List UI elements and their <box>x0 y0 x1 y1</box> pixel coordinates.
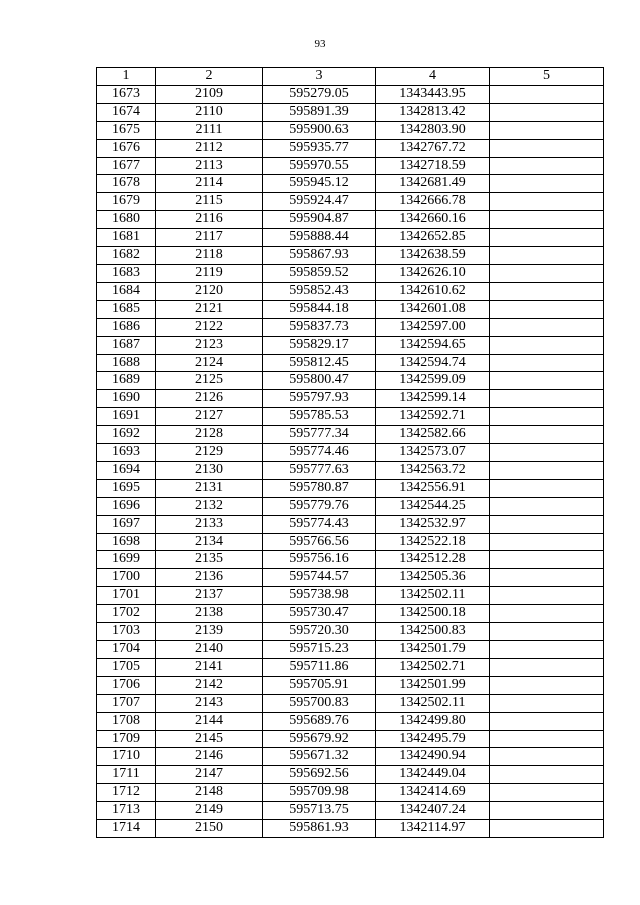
table-row <box>97 157 604 175</box>
table-row <box>97 497 604 515</box>
note-cell <box>490 712 604 730</box>
table-row <box>97 390 604 408</box>
table-row <box>97 551 604 569</box>
y-coordinate-cell: 1342594.74 <box>376 354 490 372</box>
table-row <box>97 623 604 641</box>
note-cell <box>490 641 604 659</box>
note-cell <box>490 157 604 175</box>
x-coordinate-cell: 595744.57 <box>263 569 376 587</box>
table-row <box>97 444 604 462</box>
y-coordinate-cell: 1342681.49 <box>376 175 490 193</box>
x-coordinate-cell: 595797.93 <box>263 390 376 408</box>
table-row <box>97 533 604 551</box>
y-coordinate-cell: 1342563.72 <box>376 461 490 479</box>
y-coordinate-cell: 1342803.90 <box>376 121 490 139</box>
point-number-cell: 2136 <box>156 569 263 587</box>
row-number-cell: 1712 <box>97 784 156 802</box>
point-number-cell: 2131 <box>156 479 263 497</box>
note-cell <box>490 766 604 784</box>
x-coordinate-cell: 595867.93 <box>263 247 376 265</box>
x-coordinate-cell: 595689.76 <box>263 712 376 730</box>
note-cell <box>490 605 604 623</box>
point-number-cell: 2140 <box>156 641 263 659</box>
note-cell <box>490 121 604 139</box>
point-number-cell: 2128 <box>156 426 263 444</box>
table-row <box>97 802 604 820</box>
y-coordinate-cell: 1342582.66 <box>376 426 490 444</box>
x-coordinate-cell: 595859.52 <box>263 264 376 282</box>
column-header-4: 4 <box>376 68 490 86</box>
x-coordinate-cell: 595852.43 <box>263 282 376 300</box>
x-coordinate-cell: 595779.76 <box>263 497 376 515</box>
y-coordinate-cell: 1342573.07 <box>376 444 490 462</box>
table-row <box>97 712 604 730</box>
row-number-cell: 1706 <box>97 676 156 694</box>
x-coordinate-cell: 595679.92 <box>263 730 376 748</box>
note-cell <box>490 623 604 641</box>
note-cell <box>490 784 604 802</box>
note-cell <box>490 211 604 229</box>
y-coordinate-cell: 1342490.94 <box>376 748 490 766</box>
note-cell <box>490 408 604 426</box>
x-coordinate-cell: 595774.43 <box>263 515 376 533</box>
x-coordinate-cell: 595700.83 <box>263 694 376 712</box>
point-number-cell: 2122 <box>156 318 263 336</box>
y-coordinate-cell: 1342501.99 <box>376 676 490 694</box>
table-row <box>97 193 604 211</box>
table-row <box>97 318 604 336</box>
row-number-cell: 1690 <box>97 390 156 408</box>
note-cell <box>490 354 604 372</box>
y-coordinate-cell: 1342499.80 <box>376 712 490 730</box>
row-number-cell: 1702 <box>97 605 156 623</box>
table-row <box>97 587 604 605</box>
row-number-cell: 1687 <box>97 336 156 354</box>
y-coordinate-cell: 1342449.04 <box>376 766 490 784</box>
y-coordinate-cell: 1342500.83 <box>376 623 490 641</box>
y-coordinate-cell: 1342505.36 <box>376 569 490 587</box>
y-coordinate-cell: 1342114.97 <box>376 820 490 838</box>
point-number-cell: 2118 <box>156 247 263 265</box>
x-coordinate-cell: 595715.23 <box>263 641 376 659</box>
y-coordinate-cell: 1342597.00 <box>376 318 490 336</box>
x-coordinate-cell: 595812.45 <box>263 354 376 372</box>
y-coordinate-cell: 1342813.42 <box>376 103 490 121</box>
point-number-cell: 2135 <box>156 551 263 569</box>
point-number-cell: 2137 <box>156 587 263 605</box>
page-number: 93 <box>314 38 326 50</box>
table-row <box>97 121 604 139</box>
row-number-cell: 1705 <box>97 658 156 676</box>
row-number-cell: 1684 <box>97 282 156 300</box>
x-coordinate-cell: 595279.05 <box>263 85 376 103</box>
y-coordinate-cell: 1342495.79 <box>376 730 490 748</box>
table-row <box>97 282 604 300</box>
note-cell <box>490 318 604 336</box>
x-coordinate-cell: 595837.73 <box>263 318 376 336</box>
x-coordinate-cell: 595738.98 <box>263 587 376 605</box>
row-number-cell: 1695 <box>97 479 156 497</box>
row-number-cell: 1709 <box>97 730 156 748</box>
point-number-cell: 2143 <box>156 694 263 712</box>
y-coordinate-cell: 1342594.65 <box>376 336 490 354</box>
x-coordinate-cell: 595945.12 <box>263 175 376 193</box>
y-coordinate-cell: 1342626.10 <box>376 264 490 282</box>
row-number-cell: 1686 <box>97 318 156 336</box>
table-row <box>97 85 604 103</box>
note-cell <box>490 390 604 408</box>
x-coordinate-cell: 595924.47 <box>263 193 376 211</box>
coordinates-table <box>96 67 604 838</box>
y-coordinate-cell: 1342718.59 <box>376 157 490 175</box>
row-number-cell: 1698 <box>97 533 156 551</box>
row-number-cell: 1683 <box>97 264 156 282</box>
table-row <box>97 336 604 354</box>
point-number-cell: 2130 <box>156 461 263 479</box>
row-number-cell: 1679 <box>97 193 156 211</box>
point-number-cell: 2132 <box>156 497 263 515</box>
x-coordinate-cell: 595756.16 <box>263 551 376 569</box>
row-number-cell: 1677 <box>97 157 156 175</box>
table-row <box>97 103 604 121</box>
row-number-cell: 1710 <box>97 748 156 766</box>
y-coordinate-cell: 1342638.59 <box>376 247 490 265</box>
x-coordinate-cell: 595785.53 <box>263 408 376 426</box>
y-coordinate-cell: 1342767.72 <box>376 139 490 157</box>
note-cell <box>490 461 604 479</box>
point-number-cell: 2145 <box>156 730 263 748</box>
x-coordinate-cell: 595904.87 <box>263 211 376 229</box>
note-cell <box>490 139 604 157</box>
row-number-cell: 1703 <box>97 623 156 641</box>
point-number-cell: 2113 <box>156 157 263 175</box>
note-cell <box>490 264 604 282</box>
row-number-cell: 1688 <box>97 354 156 372</box>
point-number-cell: 2129 <box>156 444 263 462</box>
note-cell <box>490 300 604 318</box>
note-cell <box>490 103 604 121</box>
x-coordinate-cell: 595891.39 <box>263 103 376 121</box>
column-header-3: 3 <box>263 68 376 86</box>
row-number-cell: 1694 <box>97 461 156 479</box>
y-coordinate-cell: 1342601.08 <box>376 300 490 318</box>
y-coordinate-cell: 1342592.71 <box>376 408 490 426</box>
row-number-cell: 1689 <box>97 372 156 390</box>
x-coordinate-cell: 595888.44 <box>263 229 376 247</box>
point-number-cell: 2125 <box>156 372 263 390</box>
table-row <box>97 211 604 229</box>
y-coordinate-cell: 1342532.97 <box>376 515 490 533</box>
column-header-1: 1 <box>97 68 156 86</box>
table-row <box>97 748 604 766</box>
y-coordinate-cell: 1342501.79 <box>376 641 490 659</box>
point-number-cell: 2111 <box>156 121 263 139</box>
table-row <box>97 139 604 157</box>
point-number-cell: 2147 <box>156 766 263 784</box>
point-number-cell: 2124 <box>156 354 263 372</box>
x-coordinate-cell: 595844.18 <box>263 300 376 318</box>
point-number-cell: 2149 <box>156 802 263 820</box>
row-number-cell: 1692 <box>97 426 156 444</box>
point-number-cell: 2139 <box>156 623 263 641</box>
row-number-cell: 1714 <box>97 820 156 838</box>
y-coordinate-cell: 1342599.14 <box>376 390 490 408</box>
point-number-cell: 2116 <box>156 211 263 229</box>
column-header-5: 5 <box>490 68 604 86</box>
point-number-cell: 2127 <box>156 408 263 426</box>
row-number-cell: 1675 <box>97 121 156 139</box>
row-number-cell: 1693 <box>97 444 156 462</box>
point-number-cell: 2141 <box>156 658 263 676</box>
table-row <box>97 300 604 318</box>
y-coordinate-cell: 1342666.78 <box>376 193 490 211</box>
note-cell <box>490 802 604 820</box>
point-number-cell: 2146 <box>156 748 263 766</box>
row-number-cell: 1674 <box>97 103 156 121</box>
y-coordinate-cell: 1342556.91 <box>376 479 490 497</box>
note-cell <box>490 282 604 300</box>
row-number-cell: 1708 <box>97 712 156 730</box>
x-coordinate-cell: 595705.91 <box>263 676 376 694</box>
table-row <box>97 175 604 193</box>
note-cell <box>490 497 604 515</box>
point-number-cell: 2138 <box>156 605 263 623</box>
point-number-cell: 2114 <box>156 175 263 193</box>
note-cell <box>490 533 604 551</box>
row-number-cell: 1713 <box>97 802 156 820</box>
table-row <box>97 264 604 282</box>
point-number-cell: 2121 <box>156 300 263 318</box>
row-number-cell: 1680 <box>97 211 156 229</box>
x-coordinate-cell: 595766.56 <box>263 533 376 551</box>
point-number-cell: 2115 <box>156 193 263 211</box>
table-row <box>97 658 604 676</box>
point-number-cell: 2150 <box>156 820 263 838</box>
x-coordinate-cell: 595711.86 <box>263 658 376 676</box>
table-row <box>97 694 604 712</box>
table-row <box>97 676 604 694</box>
table-row <box>97 641 604 659</box>
note-cell <box>490 479 604 497</box>
note-cell <box>490 85 604 103</box>
note-cell <box>490 193 604 211</box>
row-number-cell: 1685 <box>97 300 156 318</box>
table-row <box>97 515 604 533</box>
y-coordinate-cell: 1342407.24 <box>376 802 490 820</box>
table-row <box>97 247 604 265</box>
x-coordinate-cell: 595709.98 <box>263 784 376 802</box>
note-cell <box>490 175 604 193</box>
point-number-cell: 2126 <box>156 390 263 408</box>
row-number-cell: 1697 <box>97 515 156 533</box>
table-row <box>97 426 604 444</box>
x-coordinate-cell: 595829.17 <box>263 336 376 354</box>
note-cell <box>490 820 604 838</box>
y-coordinate-cell: 1342502.71 <box>376 658 490 676</box>
note-cell <box>490 426 604 444</box>
table-row <box>97 229 604 247</box>
point-number-cell: 2142 <box>156 676 263 694</box>
x-coordinate-cell: 595970.55 <box>263 157 376 175</box>
x-coordinate-cell: 595730.47 <box>263 605 376 623</box>
y-coordinate-cell: 1343443.95 <box>376 85 490 103</box>
note-cell <box>490 658 604 676</box>
x-coordinate-cell: 595692.56 <box>263 766 376 784</box>
table-row <box>97 766 604 784</box>
row-number-cell: 1682 <box>97 247 156 265</box>
x-coordinate-cell: 595774.46 <box>263 444 376 462</box>
table-row <box>97 461 604 479</box>
row-number-cell: 1681 <box>97 229 156 247</box>
point-number-cell: 2109 <box>156 85 263 103</box>
point-number-cell: 2123 <box>156 336 263 354</box>
row-number-cell: 1707 <box>97 694 156 712</box>
x-coordinate-cell: 595713.75 <box>263 802 376 820</box>
table-row <box>97 408 604 426</box>
note-cell <box>490 247 604 265</box>
table-body <box>97 85 604 837</box>
x-coordinate-cell: 595935.77 <box>263 139 376 157</box>
row-number-cell: 1704 <box>97 641 156 659</box>
note-cell <box>490 336 604 354</box>
table-row <box>97 820 604 838</box>
x-coordinate-cell: 595900.63 <box>263 121 376 139</box>
row-number-cell: 1711 <box>97 766 156 784</box>
row-number-cell: 1676 <box>97 139 156 157</box>
point-number-cell: 2134 <box>156 533 263 551</box>
point-number-cell: 2120 <box>156 282 263 300</box>
point-number-cell: 2133 <box>156 515 263 533</box>
row-number-cell: 1678 <box>97 175 156 193</box>
y-coordinate-cell: 1342610.62 <box>376 282 490 300</box>
table-row <box>97 605 604 623</box>
table-row <box>97 569 604 587</box>
table-row <box>97 730 604 748</box>
y-coordinate-cell: 1342512.28 <box>376 551 490 569</box>
row-number-cell: 1673 <box>97 85 156 103</box>
y-coordinate-cell: 1342599.09 <box>376 372 490 390</box>
table-row <box>97 372 604 390</box>
y-coordinate-cell: 1342544.25 <box>376 497 490 515</box>
table-row <box>97 479 604 497</box>
point-number-cell: 2117 <box>156 229 263 247</box>
y-coordinate-cell: 1342502.11 <box>376 587 490 605</box>
row-number-cell: 1701 <box>97 587 156 605</box>
y-coordinate-cell: 1342502.11 <box>376 694 490 712</box>
y-coordinate-cell: 1342652.85 <box>376 229 490 247</box>
x-coordinate-cell: 595671.32 <box>263 748 376 766</box>
table-row <box>97 354 604 372</box>
note-cell <box>490 229 604 247</box>
note-cell <box>490 694 604 712</box>
x-coordinate-cell: 595780.87 <box>263 479 376 497</box>
note-cell <box>490 515 604 533</box>
x-coordinate-cell: 595720.30 <box>263 623 376 641</box>
note-cell <box>490 551 604 569</box>
note-cell <box>490 748 604 766</box>
point-number-cell: 2110 <box>156 103 263 121</box>
table-header-row <box>97 68 604 86</box>
note-cell <box>490 372 604 390</box>
note-cell <box>490 444 604 462</box>
y-coordinate-cell: 1342522.18 <box>376 533 490 551</box>
point-number-cell: 2112 <box>156 139 263 157</box>
y-coordinate-cell: 1342414.69 <box>376 784 490 802</box>
column-header-2: 2 <box>156 68 263 86</box>
point-number-cell: 2148 <box>156 784 263 802</box>
note-cell <box>490 676 604 694</box>
x-coordinate-cell: 595777.34 <box>263 426 376 444</box>
note-cell <box>490 587 604 605</box>
row-number-cell: 1696 <box>97 497 156 515</box>
x-coordinate-cell: 595861.93 <box>263 820 376 838</box>
y-coordinate-cell: 1342500.18 <box>376 605 490 623</box>
row-number-cell: 1691 <box>97 408 156 426</box>
point-number-cell: 2119 <box>156 264 263 282</box>
x-coordinate-cell: 595777.63 <box>263 461 376 479</box>
x-coordinate-cell: 595800.47 <box>263 372 376 390</box>
note-cell <box>490 569 604 587</box>
row-number-cell: 1699 <box>97 551 156 569</box>
row-number-cell: 1700 <box>97 569 156 587</box>
y-coordinate-cell: 1342660.16 <box>376 211 490 229</box>
note-cell <box>490 730 604 748</box>
table-row <box>97 784 604 802</box>
point-number-cell: 2144 <box>156 712 263 730</box>
